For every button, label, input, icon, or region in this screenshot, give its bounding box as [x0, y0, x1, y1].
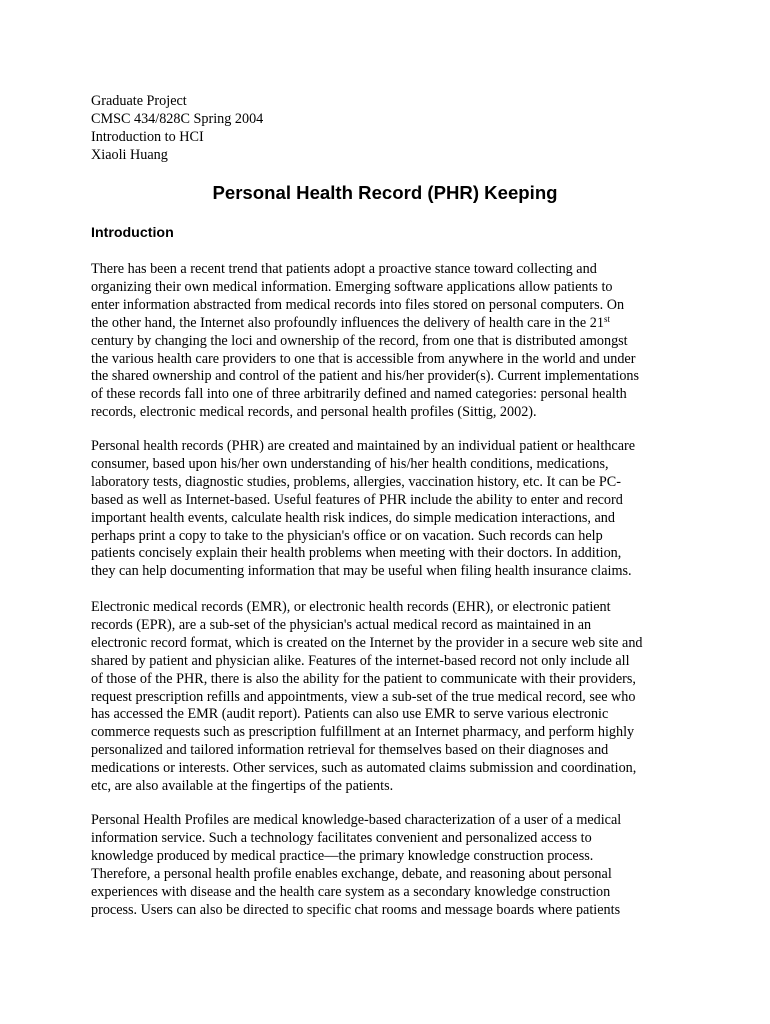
paragraph-line: the shared ownership and control of the patient and his/her provider(s). Current implementations	[91, 368, 640, 385]
document-title: Personal Health Record (PHR) Keeping	[212, 182, 558, 203]
paragraph-line: personalized and tailored information retrieval for themselves based on their diagnoses and	[91, 742, 609, 759]
paragraph-line: Electronic medical records (EMR), or electronic health records (EHR), or electronic patient	[91, 599, 611, 615]
paragraph-line: century by changing the loci and ownership of the record, from one that is distributed amongst	[91, 332, 628, 349]
paragraph-line: Personal health records (PHR) are created and maintained by an individual patient or healthcare	[91, 438, 636, 454]
paragraph-line-with-superscript	[91, 315, 691, 333]
paragraph-line: medications or interests. Other services, such as automated claims submission and coordination,	[91, 760, 637, 777]
paragraph-line: process. Users can also be directed to specific chat rooms and message boards where patients	[91, 901, 621, 918]
paragraph-line: There has been a recent trend that patients adopt a proactive stance toward collecting and	[91, 261, 597, 277]
ordinal-superscript: st	[603, 313, 610, 324]
paragraph-line: information service. Such a technology facilitates convenient and personalized access to	[91, 829, 592, 846]
paragraph-line: enter information abstracted from medical records into files stored on personal computers. On	[91, 296, 625, 313]
paragraph-line: experiences with disease and the health care system as a secondary knowledge construction	[91, 883, 611, 900]
paragraph-phr	[91, 438, 691, 581]
paragraph-line: consumer, based upon his/her own understanding of his/her health conditions, medications,	[91, 455, 609, 472]
paragraph-line: of those of the PHR, there is also the ability for the patient to communicate with their providers,	[91, 670, 636, 687]
paragraph-line: important health events, calculate health risk indices, do simple medication interactions, and	[91, 509, 615, 526]
paragraph-line: laboratory tests, diagnostic studies, problems, allergies, vaccination history, etc. It can be PC-	[91, 473, 621, 490]
paragraph-line: etc, are also available at the fingertips of the patients.	[91, 778, 394, 795]
paragraph-intro	[91, 261, 691, 422]
paragraph-line: organizing their own medical information. Emerging software applications allow patients to	[91, 278, 613, 295]
section-heading: Introduction	[91, 225, 174, 241]
header-line-project: Graduate Project	[91, 93, 187, 109]
header-line-course: CMSC 434/828C Spring 2004	[91, 110, 264, 127]
paragraph-line: records (EPR), are a sub-set of the physician's actual medical record as maintained in an	[91, 616, 592, 633]
paragraph-line: patients concisely explain their health problems when meeting with their doctors. In addition,	[91, 545, 622, 562]
paragraph-line-text: the other hand, the Internet also profoundly influences the delivery of health care in the 21	[91, 314, 604, 331]
paragraph-line: the various health care providers to one that is accessible from anywhere in the world and under	[91, 350, 636, 367]
paragraph-line: Therefore, a personal health profile enables exchange, debate, and reasoning about personal	[91, 865, 612, 882]
header-block	[91, 93, 263, 165]
paragraph-profiles	[91, 812, 691, 919]
paragraph-line: Personal Health Profiles are medical knowledge-based characterization of a user of a medical	[91, 812, 622, 828]
paragraph-line: they can help documenting information that may be useful when filing health insurance claims.	[91, 563, 632, 580]
paragraph-line: records, electronic medical records, and personal health profiles (Sittig, 2002).	[91, 404, 537, 421]
paragraph-line: knowledge produced by medical practice—the primary knowledge construction process.	[91, 847, 594, 864]
paragraph-line: has accessed the EMR (audit report). Patients can also use EMR to serve various electronic	[91, 706, 609, 723]
paragraph-line: electronic record format, which is created on the Internet by the provider in a secure web site and	[91, 634, 643, 651]
paragraph-line: request prescription refills and appointments, view a sub-set of the true medical record, see who	[91, 688, 636, 705]
paragraph-line: of these records fall into one of three arbitrarily defined and named categories: personal health	[91, 386, 627, 403]
header-line-subject: Introduction to HCI	[91, 128, 204, 145]
paragraph-emr	[91, 599, 691, 796]
paragraph-line: based as well as Internet-based. Useful features of PHR include the ability to enter and record	[91, 491, 623, 508]
paragraph-line: perhaps print a copy to take to the physician's office or on vacation. Such records can help	[91, 527, 603, 544]
paragraph-line: commerce requests such as prescription fulfillment at an Internet pharmacy, and perform highly	[91, 724, 635, 741]
paragraph-line: shared by patient and physician alike. Features of the internet-based record not only include all	[91, 652, 630, 669]
header-line-author: Xiaoli Huang	[91, 146, 168, 163]
